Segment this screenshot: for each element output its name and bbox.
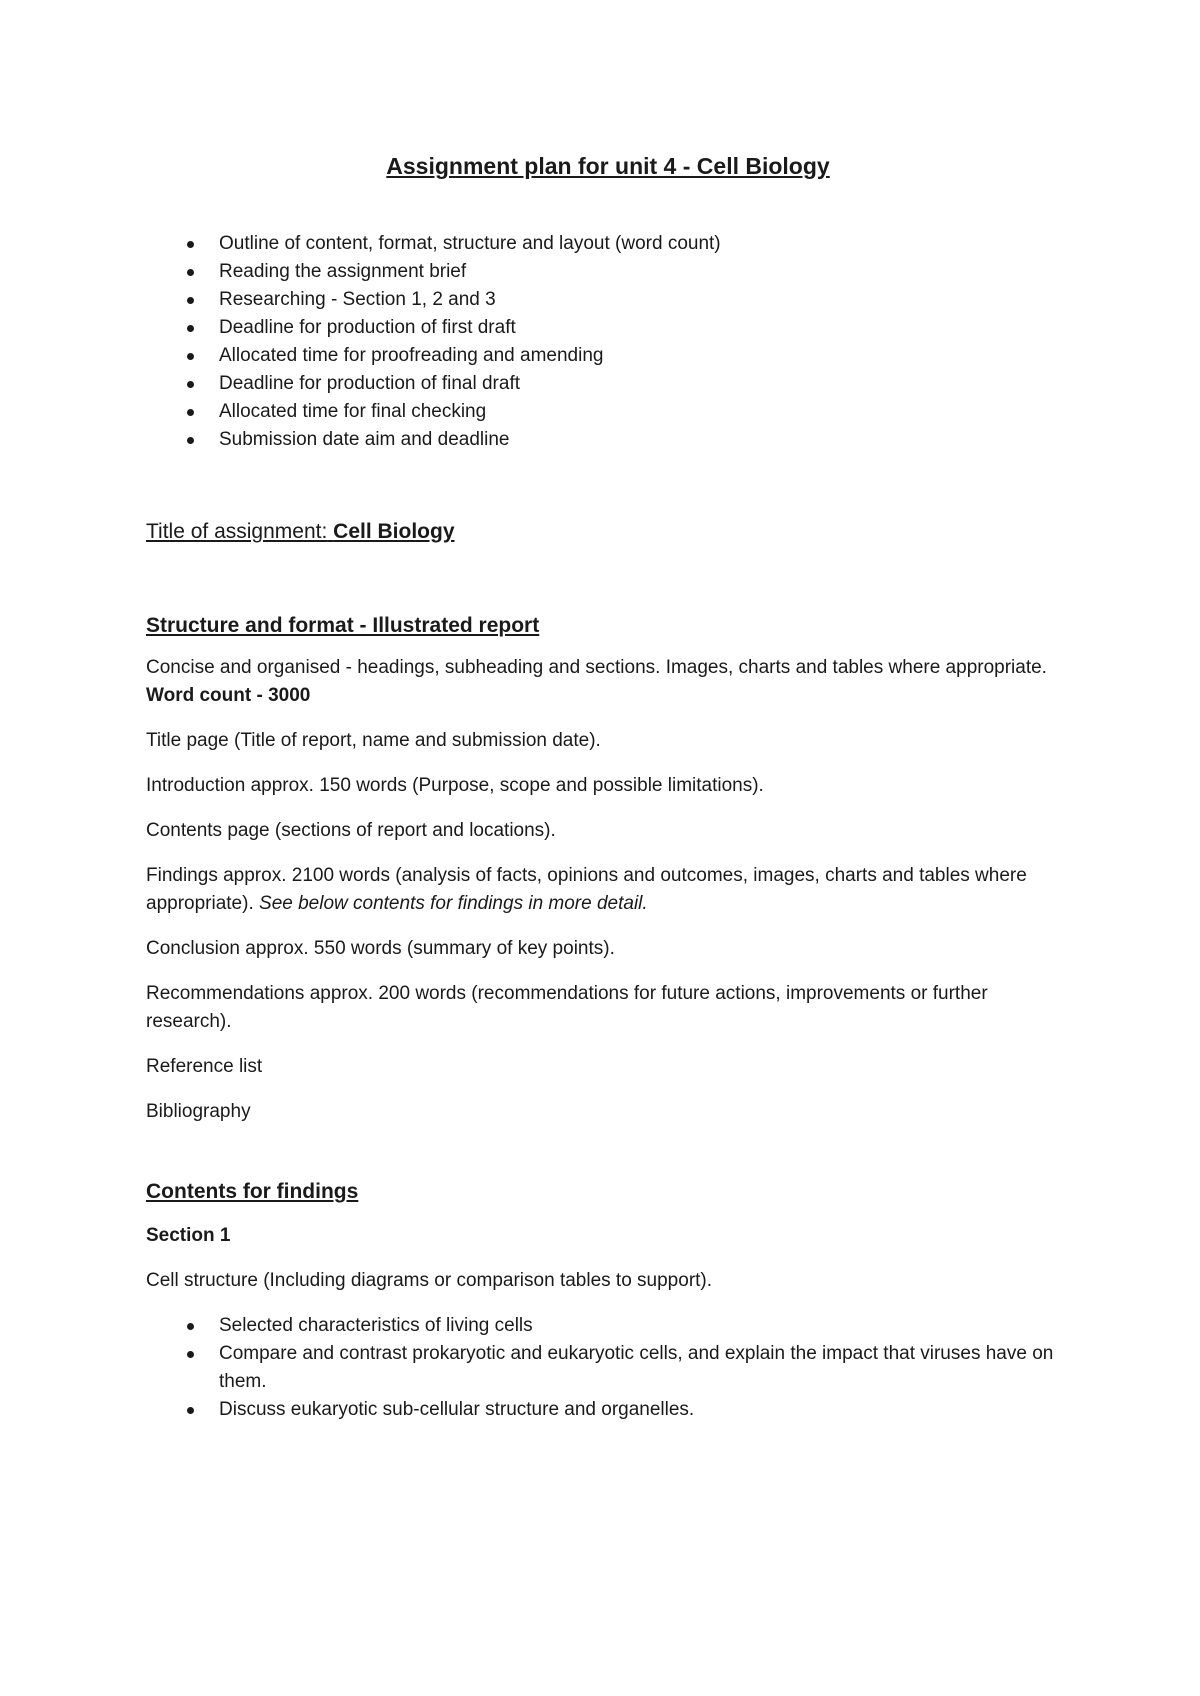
introduction-item: Introduction approx. 150 words (Purpose, scope and possible limitations). xyxy=(146,775,764,796)
bibliography-item: Bibliography xyxy=(146,1101,251,1122)
assignment-title-heading xyxy=(146,518,1070,546)
recommendations-item: Recommendations approx. 200 words (recommendations for future actions, improvements or further research). xyxy=(146,983,988,1032)
document-title: Assignment plan for unit 4 - Cell Biology xyxy=(386,153,830,179)
reference-list-item: Reference list xyxy=(146,1056,263,1077)
conclusion-item: Conclusion approx. 550 words (summary of key points). xyxy=(146,938,615,959)
list-item: Outline of content, format, structure and layout (word count) xyxy=(146,230,1070,258)
section1-label: Section 1 xyxy=(146,1225,231,1246)
list-item: Allocated time for proofreading and amending xyxy=(146,342,1070,370)
list-item: Submission date aim and deadline xyxy=(146,426,1070,454)
word-count: Word count - 3000 xyxy=(146,685,311,706)
structure-heading: Structure and format - Illustrated report xyxy=(146,614,540,637)
findings-note: See below contents for findings in more detail. xyxy=(259,893,648,914)
list-item: Researching - Section 1, 2 and 3 xyxy=(146,286,1070,314)
list-item: Selected characteristics of living cells xyxy=(146,1312,1070,1340)
contents-page-item: Contents page (sections of report and locations). xyxy=(146,820,556,841)
list-item: Deadline for production of final draft xyxy=(146,370,1070,398)
findings-item: Findings approx. 2100 words (analysis of facts, opinions and outcomes, images, charts and tables where appropriate). See below contents for findings in more detail. xyxy=(146,865,1027,914)
assignment-title-value: Cell Biology xyxy=(333,520,455,543)
list-item: Allocated time for final checking xyxy=(146,398,1070,426)
contents-heading: Contents for findings xyxy=(146,1180,359,1203)
structure-intro: Concise and organised - headings, subheading and sections. Images, charts and tables where appropriate. Word count - 3000 xyxy=(146,657,1047,706)
list-item: Deadline for production of first draft xyxy=(146,314,1070,342)
list-item: Reading the assignment brief xyxy=(146,258,1070,286)
assignment-title-label: Title of assignment: xyxy=(146,520,328,543)
list-item: Discuss eukaryotic sub-cellular structure and organelles. xyxy=(146,1396,1070,1424)
section1-list xyxy=(146,1312,1070,1424)
title-page-item: Title page (Title of report, name and submission date). xyxy=(146,730,601,751)
section1-intro: Cell structure (Including diagrams or comparison tables to support). xyxy=(146,1270,713,1291)
plan-list xyxy=(146,230,1070,454)
list-item: Compare and contrast prokaryotic and eukaryotic cells, and explain the impact that viruses have on them. xyxy=(146,1340,1070,1396)
